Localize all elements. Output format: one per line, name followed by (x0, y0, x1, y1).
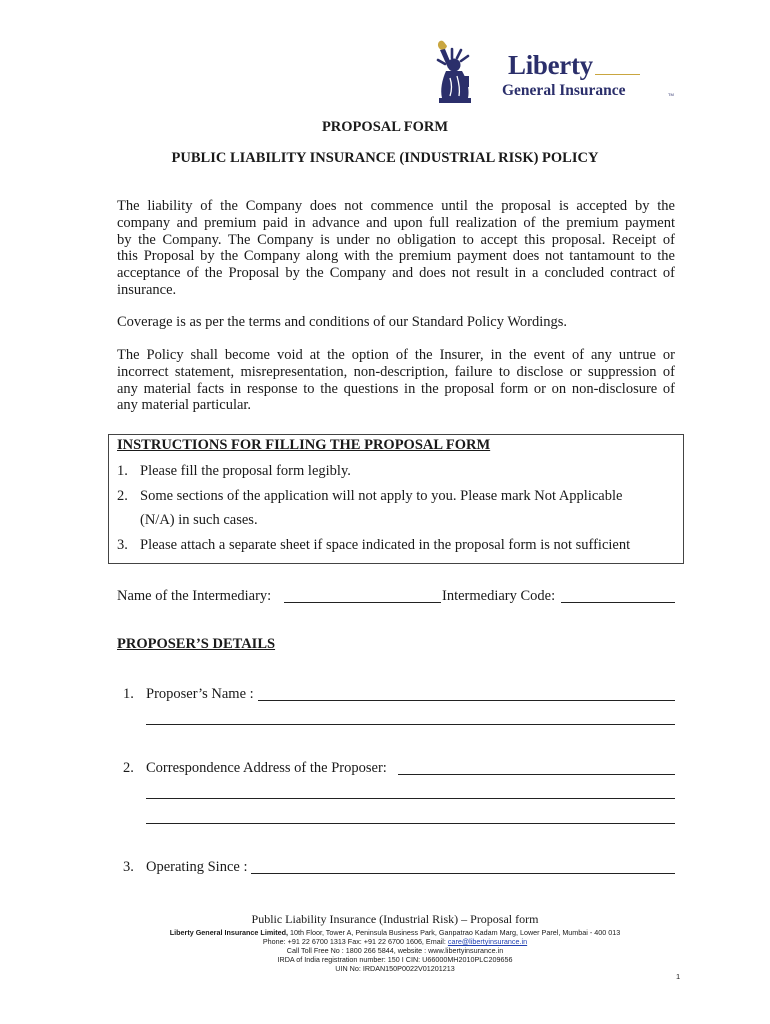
paragraph-line: incorrect statement, misrepresentation, non-description, failure to disclose or suppression of (117, 363, 675, 380)
proposer-details-title: PROPOSER’S DETAILS (117, 636, 276, 652)
footer-company-name: Liberty General Insurance Limited, (169, 928, 288, 937)
proposer-name-field[interactable] (258, 700, 675, 701)
logo-subtitle: General Insurance (502, 82, 626, 99)
intermediary-name-label: Name of the Intermediary: (117, 588, 272, 604)
paragraph-line: by the Company. The Company is under no obligation to accept this proposal. Receipt of (117, 231, 675, 248)
intermediary-code-label: Intermediary Code: (442, 588, 556, 604)
void-paragraph (117, 347, 675, 414)
footer-address-text: 10th Floor, Tower A, Peninsula Business Park, Ganpatrao Kadam Marg, Lower Parel, Mumbai - 400 013 (287, 928, 621, 937)
paragraph-line: The liability of the Company does not commence until the proposal is accepted by the (117, 198, 675, 214)
paragraph-line: The Policy shall become void at the option of the Insurer, in the event of any untrue or (117, 347, 675, 363)
paragraph-line: any material particular. (117, 397, 252, 414)
instruction-number: 1. (117, 463, 128, 479)
instruction-text-cont: (N/A) in such cases. (140, 512, 258, 528)
page-number: 1 (676, 972, 681, 981)
paragraph-line: insurance. (117, 281, 177, 298)
instructions-title: INSTRUCTIONS FOR FILLING THE PROPOSAL FORM (117, 437, 491, 453)
footer-irda: IRDA of India registration number: 150 I CIN: U66000MH2010PLC209656 (277, 955, 513, 964)
field-number: 3. (123, 859, 134, 875)
instruction-text: Some sections of the application will not apply to you. Please mark Not Applicable (140, 488, 623, 504)
logo-rule (595, 74, 640, 75)
coverage-paragraph: Coverage is as per the terms and conditions of our Standard Policy Wordings. (117, 314, 567, 330)
form-title: PROPOSAL FORM (321, 119, 449, 135)
operating-since-label: Operating Since : (146, 859, 248, 875)
footer-email-link[interactable]: care@libertyinsurance.in (447, 937, 528, 946)
footer-phone: Phone: +91 22 6700 1313 Fax: +91 22 6700 1606, Email: (262, 937, 448, 946)
logo-wordmark: Liberty (508, 50, 593, 80)
liberty-logo (430, 38, 680, 104)
intermediary-name-field[interactable] (284, 602, 441, 603)
proposer-name-label: Proposer’s Name : (146, 686, 254, 702)
correspondence-address-label: Correspondence Address of the Proposer: (146, 760, 387, 776)
instruction-text: Please fill the proposal form legibly. (140, 463, 351, 479)
proposer-name-field-line-2[interactable] (146, 724, 675, 725)
trademark-mark: TM (668, 92, 674, 97)
footer-tollfree: Call Toll Free No : 1800 266 5844, website : www.libertyinsurance.in (286, 946, 504, 955)
instruction-number: 3. (117, 537, 128, 553)
paragraph-line: company and premium paid in advance and upon full realization of the premium payment (117, 214, 675, 231)
paragraph-line: any material facts in response to the questions in the proposal form or on non-disclosure of (117, 380, 675, 397)
intermediary-code-field[interactable] (561, 602, 675, 603)
footer-uin: UIN No: IRDAN150P0022V01201213 (335, 964, 455, 973)
field-number: 2. (123, 760, 134, 776)
footer-title: Public Liability Insurance (Industrial Risk) – Proposal form (251, 912, 539, 926)
policy-title: PUBLIC LIABILITY INSURANCE (INDUSTRIAL RISK) POLICY (171, 150, 599, 166)
paragraph-line: acceptance of the Proposal by the Company and does not result in a concluded contract of (117, 265, 675, 282)
liability-paragraph (117, 198, 675, 299)
correspondence-address-field-line-2[interactable] (146, 798, 675, 799)
instruction-text: Please attach a separate sheet if space indicated in the proposal form is not sufficient (140, 537, 631, 553)
operating-since-field[interactable] (251, 873, 675, 874)
correspondence-address-field[interactable] (398, 774, 675, 775)
field-number: 1. (123, 686, 134, 702)
correspondence-address-field-line-3[interactable] (146, 823, 675, 824)
paragraph-line: this Proposal by the Company along with the premium payment does not tantamount to the (117, 248, 675, 265)
instruction-number: 2. (117, 488, 128, 504)
